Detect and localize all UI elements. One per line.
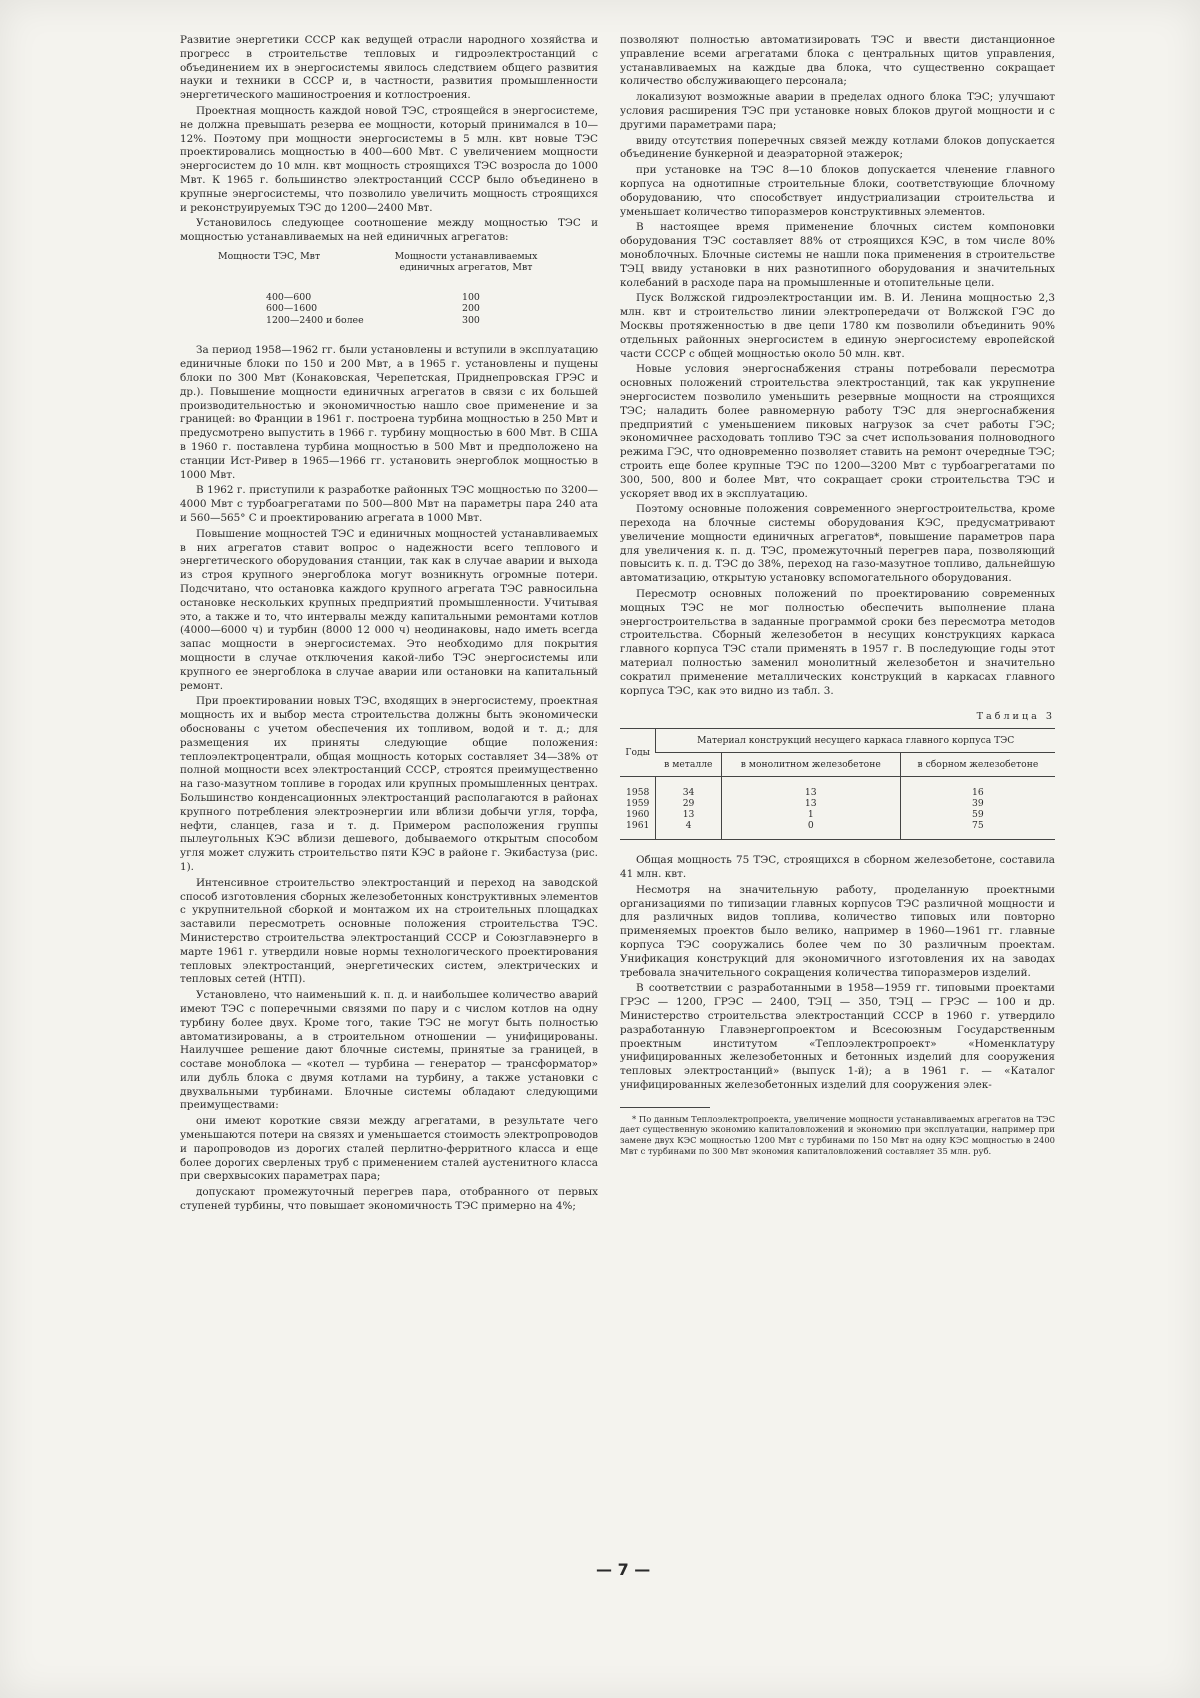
paragraph: Повышение мощностей ТЭС и единичных мощностей устанавливаемых в них агрегатов ставит вопрос о надежности всего теплового и энергетического оборудования станции, так как в случае аварии и выхода из строя крупного энергоблока могут возникнуть огромные потери. Подсчитано, что остановка каждого крупного агрегата ТЭС равносильна остановке нескольких крупных предприятий промышленности. Учитывая это, а также и то, что интервалы между капитальными ремонтами котлов (4000—6000 ч) и турбин (8000 12 000 ч) неодинаковы, надо иметь всегда запас мощности в энергосистемах. Это необходимо для покрытия мощности в случае отключения какой-либо ТЭС энергосистемы или крупного ее энергоблока в случае аварии или остановки на капитальный ремонт. [180,527,598,692]
cell-precast: 75 [900,820,1055,840]
paragraph: ввиду отсутствия поперечных связей между котлами блоков допускается объединение бункерной и деаэраторной этажерок; [620,134,1055,161]
table-title: Таблица 3 [976,711,1055,723]
table-row [620,809,1055,820]
paragraph: Несмотря на значительную работу, проделанную проектными организациями по типизации главных корпусов ТЭС различной мощности и для различных видов топлива, количество типовых или повторно применяемых проектов было велико, например в 1960—1961 гг. главные корпуса ТЭС сооружались более чем по 30 различным проектам. Унификация конструкций для экономичного изготовления их на заводах требовала значительного сокращения количества типоразмеров изделий. [620,883,1055,979]
paragraph: Новые условия энергоснабжения страны потребовали пересмотра основных положений строительства электростанций, так как укрупнение энергосистем позволило уменьшить резервные мощности на строящихся ТЭС; наладить более равномерную работу ТЭС для энергоснабжения предприятий с уменьшением пиковых нагрузок за счет работы ГЭС; экономичнее расходовать топливо ТЭС за счет использования полноводного режима ГЭС, что одновременно позволяет ставить на ремонт очередные ТЭС; строить еще более крупные ТЭС по 1200—3200 Мвт с турбоагрегатами по 300, 500, 800 и более Мвт, что сокращает сроки строительства ТЭС и ускоряет ввод их в эксплуатацию. [620,363,1055,500]
capacity-ratio-header [180,251,598,274]
page-number: — 7 — [596,1560,651,1579]
capacity-ratio-list [180,251,598,327]
paragraph: Интенсивное строительство электростанций и переход на заводской способ изготовления сборных железобетонных конструктивных элементов с укрупнительной сборкой и монтажом их на строительных площадках заставили пересмотреть основные положения строительства ТЭС. Министерство строительства электростанций СССР и Союзглавэнерго в марте 1961 г. утвердили новые нормы технологического проектирования тепловых электростанций, энергетических систем, электрических и тепловых сетей (НТП). [180,876,598,986]
cell-monolith: 0 [721,820,900,840]
col-header-years: Годы [620,729,656,777]
left-column [180,34,598,1216]
ratio-plant: 600—1600 [266,303,318,315]
cell-metal: 4 [656,820,721,840]
cell-precast: 16 [900,777,1055,799]
paragraph: Установлено, что наименьший к. п. д. и наибольшее количество аварий имеют ТЭС с поперечными связями по пару и с числом котлов на одну турбину более двух. Кроме того, такие ТЭС не могут быть полностью автоматизированы, а в строительном отношении — унифицированы. Наилучшее решение дают блочные системы, принятые за границей, в составе моноблока — «котел — турбина — генератор — трансформатор» или дубль блока с двумя котлами на турбину, а также установки с двухвальными турбинами. Блочные системы обладают следующими преимуществами: [180,989,598,1112]
ratio-unit: 100 [462,291,480,303]
paragraph: Пуск Волжской гидроэлектростанции им. В. И. Ленина мощностью 2,3 млн. квт и строительство линии электропередачи от Волжской ГЭС до Москвы протяженностью в две цепи 1780 км позволили объединить 90% отдельных районных энергосистем в единую энергосистему европейской части СССР с общей мощностью около 50 млн. квт. [620,292,1055,360]
ratio-row [180,292,598,304]
paragraph: при установке на ТЭС 8—10 блоков допускается членение главного корпуса на однотипные строительные блоки, соответствующие блочному оборудованию, что способствует индустриализации строительства и уменьшает количество типоразмеров конструктивных элементов. [620,164,1055,218]
ratio-plant: 400—600 [266,291,312,303]
paragraph: Общая мощность 75 ТЭС, строящихся в сборном железобетоне, составила 41 млн. квт. [620,854,1055,881]
col-header-group: Материал конструкций несущего каркаса главного корпуса ТЭС [656,729,1055,753]
footnote-divider [620,1107,710,1108]
col-header-precast: в сборном железобетоне [900,753,1055,777]
footnote: * По данным Теплоэлектропроекта, увеличение мощности устанавливаемых агрегатов на ТЭС дает существенную экономию капиталовложений и экономию при эксплуатации, например при замене двух КЭС мощностью 1200 Мвт с турбинами по 150 Мвт на одну КЭС мощностью в 2400 Мвт с турбинами по 300 Мвт экономия капиталовложений составляет 35 млн. руб. [620,1113,1055,1156]
cell-metal: 34 [656,777,721,799]
cell-year: 1958 [626,787,650,799]
paragraph: За период 1958—1962 гг. были установлены и вступили в эксплуатацию единичные блоки по 150 и 200 Мвт, а в 1965 г. установлены и пущены блоки по 300 Мвт (Конаковская, Черепетская, Приднепровская ГРЭС и др.). Повышение мощности единичных агрегатов в связи с их большей производительностью и экономичностью нашло свое применение и за границей: во Франции в 1961 г. построена турбина мощностью в 250 Мвт и предусмотрено выпустить в 1966 г. турбину мощностью в 600 Мвт. В США в 1960 г. поставлена турбина мощностью в 500 Мвт и предположено на станции Ист-Ривер в 1965—1966 гг. установить энергоблок мощностью в 1000 Мвт. [180,344,598,481]
right-column [620,34,1055,1158]
cell-monolith: 13 [721,798,900,809]
paragraph: В 1962 г. приступили к разработке районных ТЭС мощностью по 3200—4000 Мвт с турбоагрегатами по 500—800 Мвт на параметры пара 240 ата и 560—565° С и проектированию агрегата в 1000 Мвт. [180,484,598,525]
paragraph: они имеют короткие связи между агрегатами, в результате чего уменьшаются потери на связях и уменьшается стоимость электропроводов и паропроводов из дорогих сталей перлитно-ферритного класса и еще более дорогих сверленых труб с применением сталей аустенитного класса при сверхвысоких параметрах пара; [180,1115,598,1183]
cell-metal: 13 [656,809,721,820]
paragraph: В соответствии с разработанными в 1958—1959 гг. типовыми проектами ГРЭС — 1200, ГРЭС — 2400, ТЭЦ — 350, ТЭЦ — ГРЭС — 100 и др. Министерство строительства электростанций СССР в 1960 г. утвердило разработанную Главэнергопроектом и Всесоюзным Государственным проектным институтом «Теплоэлектропроект» «Номенклатуру унифицированных железобетонных и бетонных изделий для сооружения тепловых электростанций» (выпуск 1-й); а в 1961 г. — «Каталог унифицированных железобетонных изделий для сооружения элек- [620,982,1055,1091]
paragraph: допускают промежуточный перегрев пара, отобранного от первых ступеней турбины, что повышает экономичность ТЭС примерно на 4%; [180,1186,598,1213]
cell-year: 1961 [620,820,656,840]
table-row [620,777,1055,799]
paragraph: При проектировании новых ТЭС, входящих в энергосистему, проектная мощность их и выбор места строительства должны быть экономически обоснованы с учетом обеспечения их топливом, водой и т. д.; для размещения их приняты следующие общие положения: теплоэлектроцентрали, общая мощность которых составляет 34—38% от полной мощности всех электростанций СССР, строятся преимущественно на газо-мазутном топливе в городах или крупных промышленных центрах. Большинство конденсационных электростанций располагаются в районах крупного потребления электроэнергии или вблизи добычи угля, торфа, нефти, сланцев, газа и т. д. Примером расположения группы пылеугольных КЭС вблизи дешевого, добываемого открытым способом угля может служить строительство пяти КЭС в районе г. Экибастуза (рис. 1). [180,695,598,873]
cell-metal: 29 [656,798,721,809]
paragraph: Пересмотр основных положений по проектированию современных мощных ТЭС не мог полностью обеспечить выполнение плана энергостроительства в заданные программой сроки без пересмотра методов строительства. Сборный железобетон в несущих конструкциях каркаса главного корпуса ТЭС стали применять в 1957 г. В последующие годы этот материал полностью заменил монолитный железобетон и значительно сократил применение металлических конструкций в каркасах главного корпуса ТЭС, как это видно из табл. 3. [620,588,1055,697]
ratio-plant: 1200—2400 и более [266,314,364,326]
paragraph: Развитие энергетики СССР как ведущей отрасли народного хозяйства и прогресс в строительстве тепловых и гидроэлектростанций с объединением их в энергосистемы явилось следствием общего развития науки и техники в СССР и, в частности, развития промышленности энергетического машиностроения и котлостроения. [180,34,598,102]
paragraph: В настоящее время применение блочных систем компоновки оборудования ТЭС составляет 88% от строящихся КЭС, в том числе 80% моноблочных. Блочные системы не нашли пока применения в строительстве ТЭЦ ввиду установки в них разнотипного оборудования и значительных колебаний в расходе пара на промышленные и отопительные цели. [620,221,1055,289]
ratio-header-plant: Мощности ТЭС, Мвт [218,250,321,262]
paragraph: Установилось следующее соотношение между мощностью ТЭС и мощностью устанавливаемых на ней единичных агрегатов: [180,217,598,244]
col-header-monolith: в монолитном железобетоне [721,753,900,777]
paragraph: Проектная мощность каждой новой ТЭС, строящейся в энергосистеме, не должна превышать резерва ее мощности, который принимался в 10—12%. Поэтому при мощности энергосистемы в 5 млн. квт новые ТЭС проектировались мощностью в 400—600 Мвт. С увеличением мощности энергосистем до 10 млн. квт мощность строящихся ТЭС возросла до 1000 Мвт. К 1965 г. большинство электростанций СССР было объединено в крупные энергосистемы, что позволило увеличить мощность строящихся и реконструируемых ТЭС до 1200—2400 Мвт. [180,104,598,214]
materials-table [620,728,1055,840]
ratio-unit: 300 [462,314,480,326]
cell-year: 1959 [626,798,650,810]
table-row [620,798,1055,809]
ratio-row [180,315,598,327]
ratio-row [180,303,598,315]
ratio-header-unit: Мощности устанавливаемых единичных агрегатов, Мвт [394,250,538,274]
paragraph: Поэтому основные положения современного энергостроительства, кроме перехода на блочные системы оборудования КЭС, предусматривают увеличение мощности единичных агрегатов*, повышение параметров пара для увеличения к. п. д. ТЭС, промежуточный перегрев пара, позволяющий повысить к. п. д. ТЭС до 38%, переход на газо-мазутное топливо, дальнейшую автоматизацию, открытую установку вспомогательного оборудования. [620,503,1055,585]
cell-precast: 39 [900,798,1055,809]
cell-monolith: 13 [721,777,900,799]
cell-precast: 59 [900,809,1055,820]
table-row [620,820,1055,840]
paragraph: позволяют полностью автоматизировать ТЭС и ввести дистанционное управление всеми агрегатами блока с центральных щитов управления, устанавливаемых на каждые два блока, что существенно сокращает количество обслуживающего персонала; [620,34,1055,88]
paragraph: локализуют возможные аварии в пределах одного блока ТЭС; улучшают условия расширения ТЭС при установке новых блоков другой мощности и с другими параметрами пара; [620,91,1055,131]
cell-year: 1960 [626,809,650,821]
cell-monolith: 1 [721,809,900,820]
col-header-metal: в металле [656,753,721,777]
ratio-unit: 200 [462,303,480,315]
